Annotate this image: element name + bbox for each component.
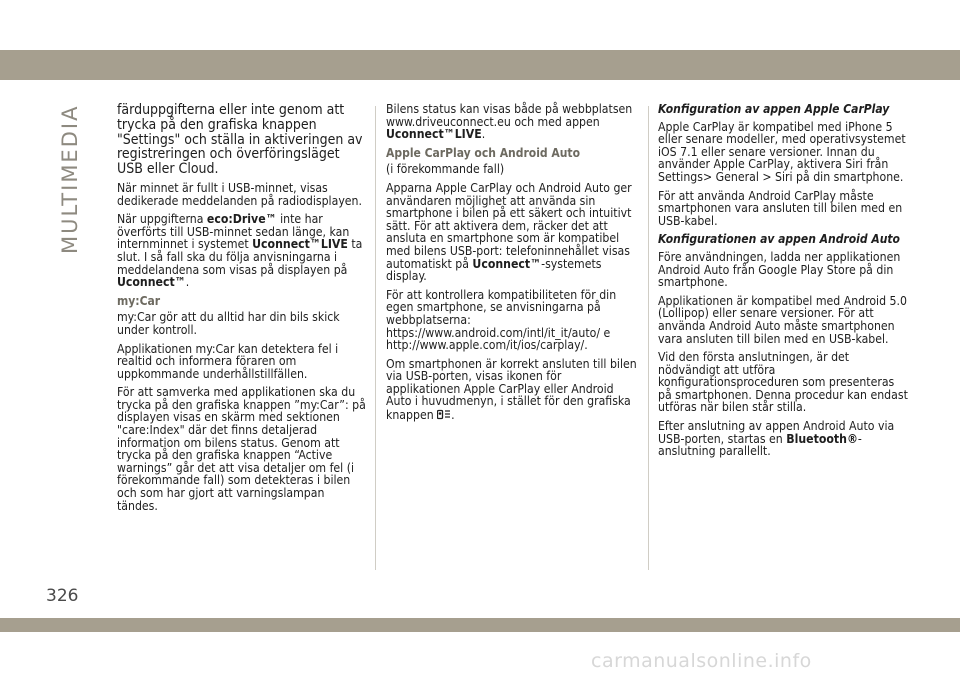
paragraph: När uppgifterna eco:Drive™ inte har överförts till USB-minnet sedan länge, kan internminnet i systemet Uconnect™LIVE ta slut. I så fall ska du följa anvisningarna i meddelandena som visas på displayen på Uconnect™. xyxy=(117,212,363,290)
paragraph: Bilens status kan visas både på webbplatsen www.driveuconnect.eu och med appen Uconnect™LIVE. xyxy=(386,102,633,142)
column-1 xyxy=(117,103,367,518)
section-heading-carplay-config: Konfiguration av appen Apple CarPlay xyxy=(658,102,890,116)
paragraph: För att kontrollera kompatibiliteten för din egen smartphone, se anvisningarna på webbplatserna: https://www.android.com/intl/it_it/auto/ e http://www.apple.com/it/ios/carplay/. xyxy=(386,287,617,353)
paragraph: my:Car gör att du alltid har din bils skick under kontroll. xyxy=(117,310,340,337)
lead-paragraph: färduppgifterna eller inte genom att trycka på den grafiska knappen "Settings" och ställa in aktiveringen av registreringen och överföringsläget USB eller Cloud. xyxy=(117,102,363,178)
paragraph: Apparna Apple CarPlay och Android Auto ger användaren möjlighet att använda sin smartphone i bilen på ett säkert och intuitivt sätt. För att aktivera dem, räcker det att ansluta en smartphone som är kompatibel med bilens USB-port: telefoninnehållet visas automatiskt på Uconnect™-systemets display. xyxy=(386,180,632,284)
paragraph: Applikationen my:Car kan detektera fel i realtid och informera föraren om uppkommande underhållstillfällen. xyxy=(117,341,339,381)
paragraph: När minnet är fullt i USB-minnet, visas dedikerade meddelanden på radiodisplayen. xyxy=(117,180,362,208)
page-number: 326 xyxy=(46,586,79,606)
section-label: MULTIMEDIA xyxy=(58,105,82,255)
phone-projection-icon xyxy=(437,408,451,420)
section-heading-mycar: my:Car xyxy=(117,293,161,308)
section-heading-android-config: Konfigurationen av appen Android Auto xyxy=(658,232,900,247)
paragraph: Apple CarPlay är kompatibel med iPhone 5 eller senare modeller, med operativsystemet iOS 7.1 eller senare versioner. Innan du använder Apple CarPlay, aktivera Siri från Settings> General > Siri på din smartphone. xyxy=(658,119,906,184)
column-divider xyxy=(648,106,649,570)
column-divider xyxy=(375,106,376,570)
section-heading-carplay-android: Apple CarPlay och Android Auto xyxy=(386,145,581,160)
paragraph: (i förekommande fall) xyxy=(386,162,505,177)
paragraph: Före användningen, ladda ner applikationen Android Auto från Google Play Store på din smartphone. xyxy=(658,249,901,290)
footer-bar xyxy=(0,618,960,632)
bottom-margin xyxy=(0,632,960,678)
column-3 xyxy=(658,103,910,464)
paragraph: Applikationen är kompatibel med Android 5.0 (Lollipop) eller senare versioner. För att använda Android Auto måste smartphonen vara ansluten till bilen med en USB-kabel. xyxy=(658,293,907,346)
column-2 xyxy=(386,103,638,428)
header-bar xyxy=(0,50,960,80)
paragraph: För att samverka med applikationen ska du trycka på den grafiska knappen ”my:Car”: på displayen visas en skärm med sektionen "care:Index" där det finns detaljerad information om bilens status. Genom att trycka på den grafiska knappen “Active warnings” går det att visa detaljer om fel (i förekommande fall) som detekteras i bilen och som har gjort att varningslampan tändes. xyxy=(117,385,366,513)
paragraph: Om smartphonen är korrekt ansluten till bilen via USB-porten, visas ikonen för applikationen Apple CarPlay eller Android Auto i huvudmenyn, i stället för den grafiska knappen . xyxy=(386,356,637,423)
paragraph: Vid den första anslutningen, är det nödvändigt att utföra konfigurationsproceduren som presenteras på smartphonen. Denna procedur kan endast utföras när bilen står stilla. xyxy=(658,350,908,415)
paragraph: Efter anslutning av appen Android Auto via USB-porten, startas en Bluetooth®-anslutning parallellt. xyxy=(658,419,895,459)
paragraph: För att använda Android CarPlay måste smartphonen vara ansluten till bilen med en USB-kabel. xyxy=(658,188,903,228)
watermark: carmanualsonline.info xyxy=(591,650,812,672)
